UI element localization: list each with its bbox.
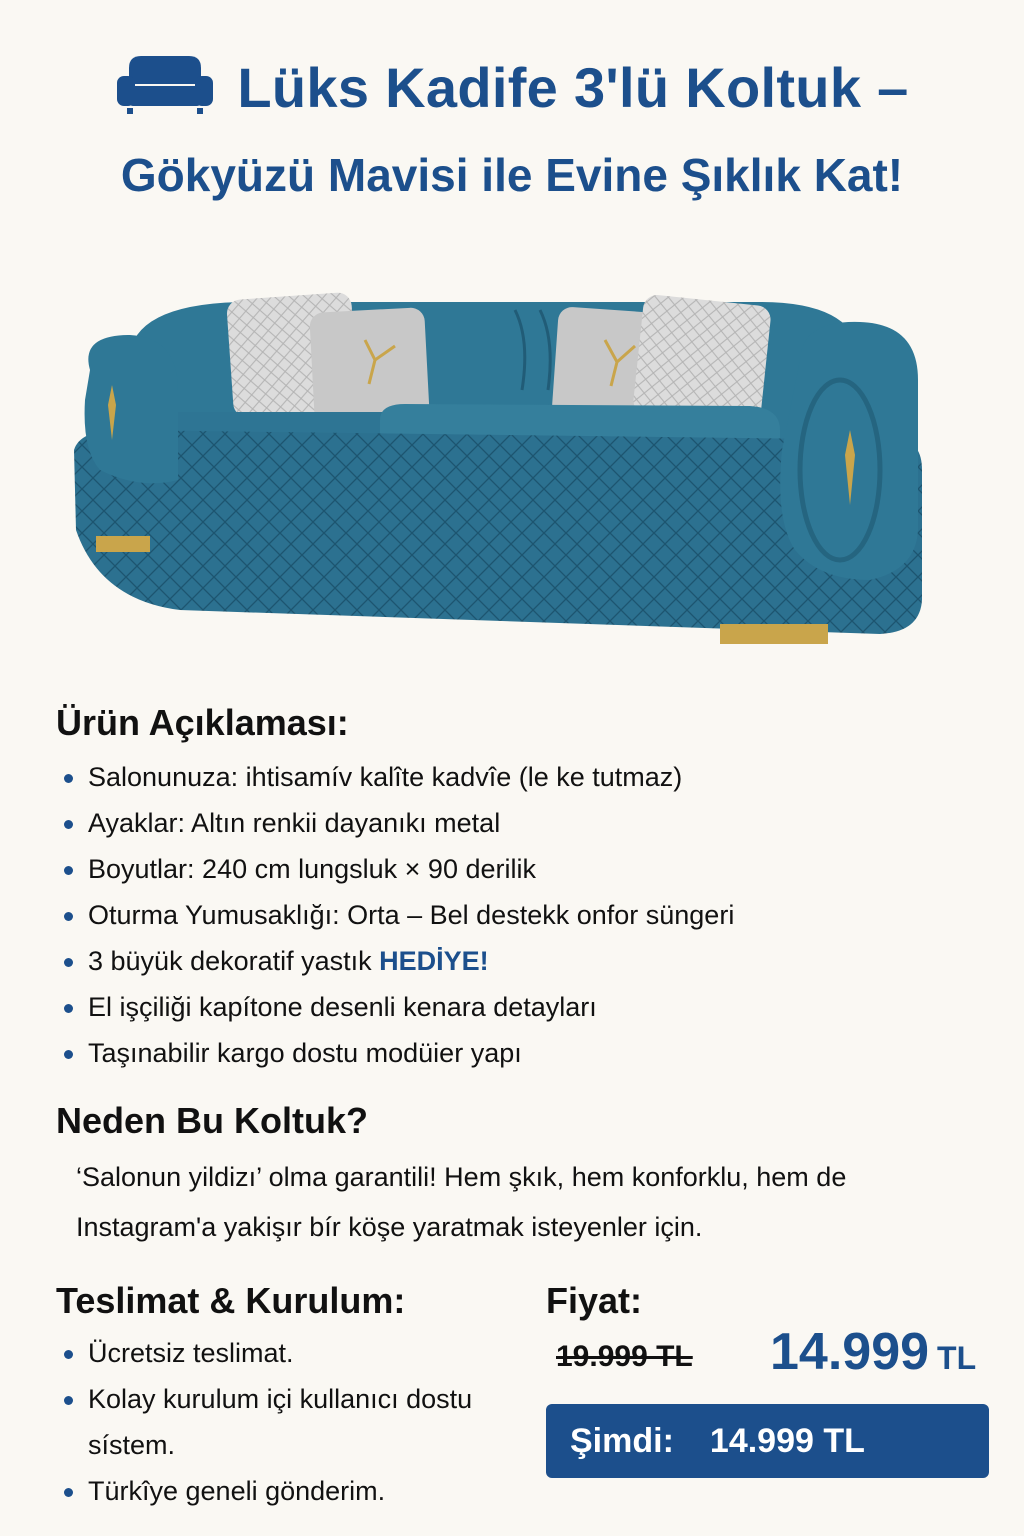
description-item [60, 984, 960, 1030]
sofa-product-image [60, 280, 940, 660]
description-item [60, 846, 960, 892]
price-heading: Fiyat: [546, 1280, 643, 1321]
buy-now-label: Şimdi: [570, 1421, 674, 1460]
delivery-item: Ücretsiz teslimat. [60, 1330, 500, 1376]
description-list [60, 754, 960, 1076]
page-header [0, 48, 1024, 202]
title-line-1 [0, 48, 1024, 126]
description-item-text: Salonunuza: ihtisamív kalîte kadvîe (le ke tutmaz) [88, 762, 683, 792]
description-heading: Ürün Açıklaması: [56, 702, 349, 743]
delivery-heading: Teslimat & Kurulum: [56, 1280, 406, 1321]
description-item-text: Boyutlar: 240 cm lungsluk × 90 derilik [88, 854, 536, 884]
description-item-text: Taşınabilir kargo dostu modüier yapı [88, 1038, 522, 1068]
description-item-text: El işçiliği kapítone desenli kenara detayları [88, 992, 597, 1022]
why-heading: Neden Bu Koltuk? [56, 1100, 368, 1141]
description-item-text: Oturma Yumusaklığı: Orta – Bel destekk onfor süngeri [88, 900, 735, 930]
delivery-list [60, 1330, 500, 1514]
buy-now-amount: 14.999 TL [709, 1421, 865, 1460]
description-item-text: Ayaklar: Altın renkii dayanıkı metal [88, 808, 501, 838]
delivery-item: Türkîye geneli gönderim. [60, 1468, 500, 1514]
new-price-currency: TL [937, 1340, 977, 1376]
new-price-amount: 14.999 [770, 1323, 930, 1381]
description-item [60, 1030, 960, 1076]
description-item-text: 3 büyük dekoratif yastık [88, 946, 380, 976]
why-text: ‘Salonun yildizı’ olma garantili! Hem şkık, hem konforklu, hem de Instagram'a yakişır bír köşe yaratmak isteyenler için. [76, 1162, 847, 1242]
title-line-2: Gökyüzü Mavisi ile Evine Şıklık Kat! [120, 149, 904, 201]
description-item [60, 938, 960, 984]
description-item [60, 892, 960, 938]
description-item [60, 754, 960, 800]
buy-now-button[interactable] [546, 1404, 989, 1478]
sofa-icon [115, 48, 215, 126]
description-item [60, 800, 960, 846]
gift-highlight: HEDİYE! [379, 946, 489, 976]
old-price: 19.999 TL [556, 1340, 693, 1373]
delivery-item: Kolay kurulum içi kullanıcı dostu sístem. [60, 1376, 500, 1468]
title-text-1: Lüks Kadife 3'lü Koltuk – [237, 55, 909, 119]
new-price [770, 1322, 976, 1382]
